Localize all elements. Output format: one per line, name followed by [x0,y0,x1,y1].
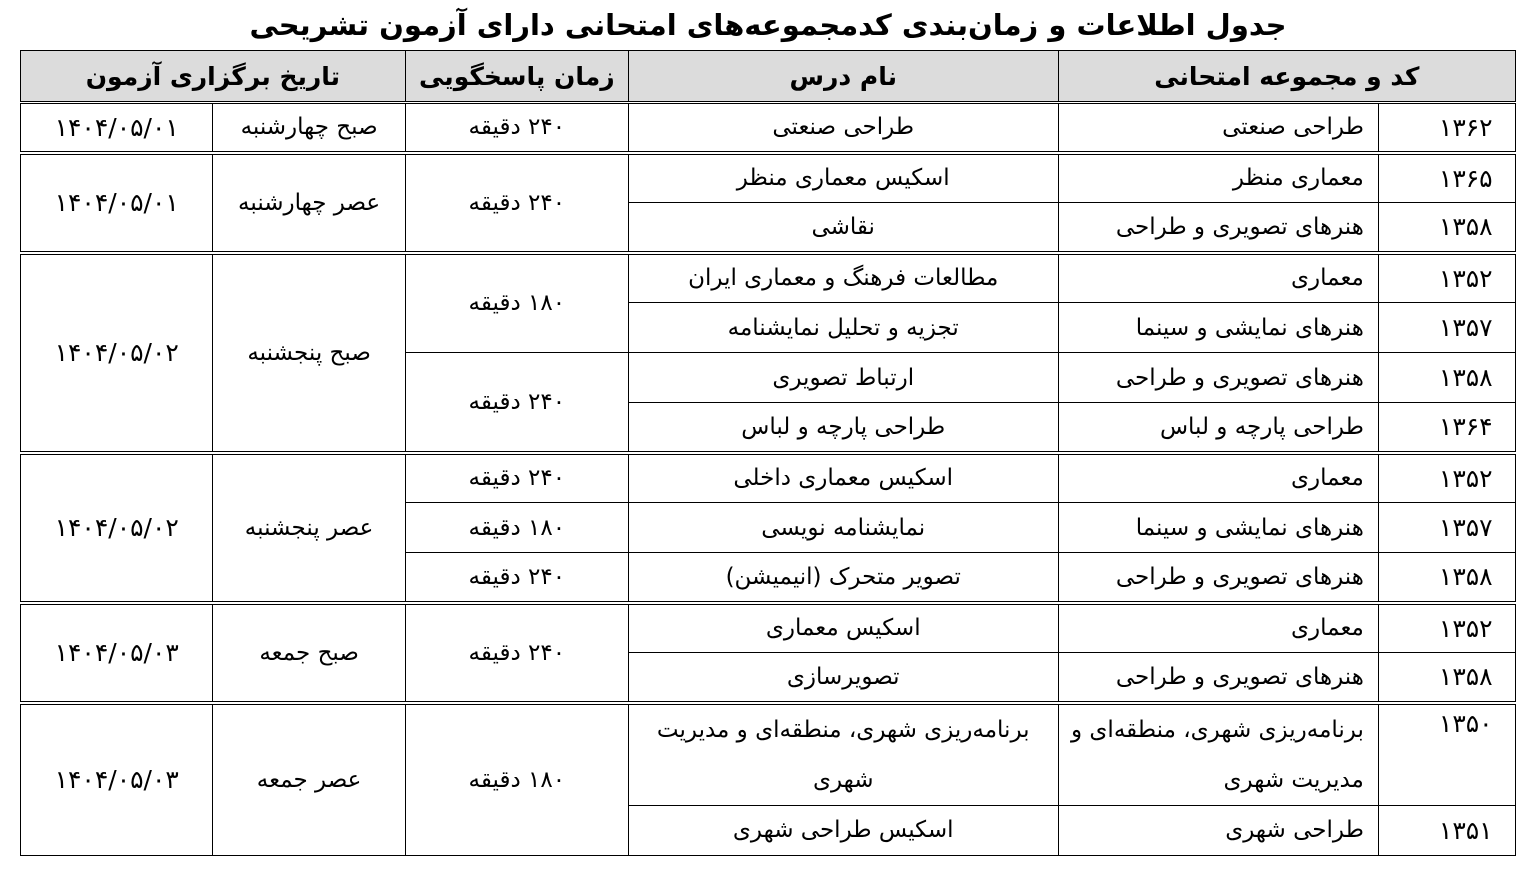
session-time: عصر چهارشنبه [213,153,405,253]
exam-date: ۱۴۰۴/۰۵/۰۲ [21,253,213,453]
duration: ۲۴۰ دقیقه [405,553,628,603]
exam-date: ۱۴۰۴/۰۵/۰۱ [21,103,213,153]
group-code: ۱۳۵۷ [1378,503,1515,553]
course-name: طراحی پارچه و لباس [628,403,1058,453]
duration: ۱۸۰ دقیقه [405,703,628,856]
course-name: تصویرسازی [628,653,1058,703]
table-row [21,153,1516,203]
table-row [21,703,1516,806]
group-code: ۱۳۵۸ [1378,203,1515,253]
header-duration: زمان پاسخگویی [405,51,628,103]
group-name: طراحی صنعتی [1058,103,1378,153]
group-name: هنرهای نمایشی و سینما [1058,303,1378,353]
duration: ۱۸۰ دقیقه [405,253,628,353]
group-name: هنرهای نمایشی و سینما [1058,503,1378,553]
header-course: نام درس [628,51,1058,103]
table-row [21,603,1516,653]
course-name: نمایشنامه نویسی [628,503,1058,553]
group-code: ۱۳۵۲ [1378,253,1515,303]
group-code: ۱۳۶۴ [1378,403,1515,453]
group-code: ۱۳۵۱ [1378,805,1515,855]
duration: ۲۴۰ دقیقه [405,453,628,503]
group-name: طراحی پارچه و لباس [1058,403,1378,453]
header-date: تاریخ برگزاری آزمون [21,51,406,103]
exam-date: ۱۴۰۴/۰۵/۰۱ [21,153,213,253]
group-name: معماری منظر [1058,153,1378,203]
group-code: ۱۳۵۸ [1378,653,1515,703]
course-name: تجزیه و تحلیل نمایشنامه [628,303,1058,353]
session-time: عصر جمعه [213,703,405,856]
session-time: صبح جمعه [213,603,405,703]
exam-date: ۱۴۰۴/۰۵/۰۳ [21,603,213,703]
group-code: ۱۳۵۲ [1378,603,1515,653]
group-code: ۱۳۶۵ [1378,153,1515,203]
group-name: هنرهای تصویری و طراحی [1058,553,1378,603]
session-time: عصر پنجشنبه [213,453,405,603]
table-row [21,103,1516,153]
group-code: ۱۳۶۲ [1378,103,1515,153]
course-name: اسکیس طراحی شهری [628,805,1058,855]
group-name: هنرهای تصویری و طراحی [1058,353,1378,403]
group-code: ۱۳۵۲ [1378,453,1515,503]
table-row [21,453,1516,503]
course-name: برنامه‌ریزی شهری، منطقه‌ای و مدیریت شهری [628,703,1058,806]
group-code: ۱۳۵۰ [1378,703,1515,806]
session-time: صبح پنجشنبه [213,253,405,453]
exam-date: ۱۴۰۴/۰۵/۰۲ [21,453,213,603]
course-name: ارتباط تصویری [628,353,1058,403]
duration: ۲۴۰ دقیقه [405,103,628,153]
duration: ۲۴۰ دقیقه [405,603,628,703]
exam-date: ۱۴۰۴/۰۵/۰۳ [21,703,213,856]
course-name: نقاشی [628,203,1058,253]
group-name: معماری [1058,453,1378,503]
page-title: جدول اطلاعات و زمان‌بندی کدمجموعه‌های امتحانی دارای آزمون تشریحی [249,8,1287,42]
duration: ۲۴۰ دقیقه [405,353,628,453]
group-name: هنرهای تصویری و طراحی [1058,653,1378,703]
group-name: معماری [1058,603,1378,653]
group-name: طراحی شهری [1058,805,1378,855]
group-code: ۱۳۵۷ [1378,303,1515,353]
course-name: اسکیس معماری [628,603,1058,653]
table-row [21,253,1516,303]
course-name: اسکیس معماری داخلی [628,453,1058,503]
exam-schedule-table [20,50,1516,856]
course-name: اسکیس معماری منظر [628,153,1058,203]
course-name: مطالعات فرهنگ و معماری ایران [628,253,1058,303]
group-code: ۱۳۵۸ [1378,553,1515,603]
group-name: هنرهای تصویری و طراحی [1058,203,1378,253]
group-code: ۱۳۵۸ [1378,353,1515,403]
header-row [21,51,1516,103]
duration: ۲۴۰ دقیقه [405,153,628,253]
group-name: معماری [1058,253,1378,303]
group-name: برنامه‌ریزی شهری، منطقه‌ای و مدیریت شهری [1058,703,1378,806]
session-time: صبح چهارشنبه [213,103,405,153]
header-group: کد و مجموعه امتحانی [1058,51,1515,103]
course-name: تصویر متحرک (انیمیشن) [628,553,1058,603]
duration: ۱۸۰ دقیقه [405,503,628,553]
course-name: طراحی صنعتی [628,103,1058,153]
